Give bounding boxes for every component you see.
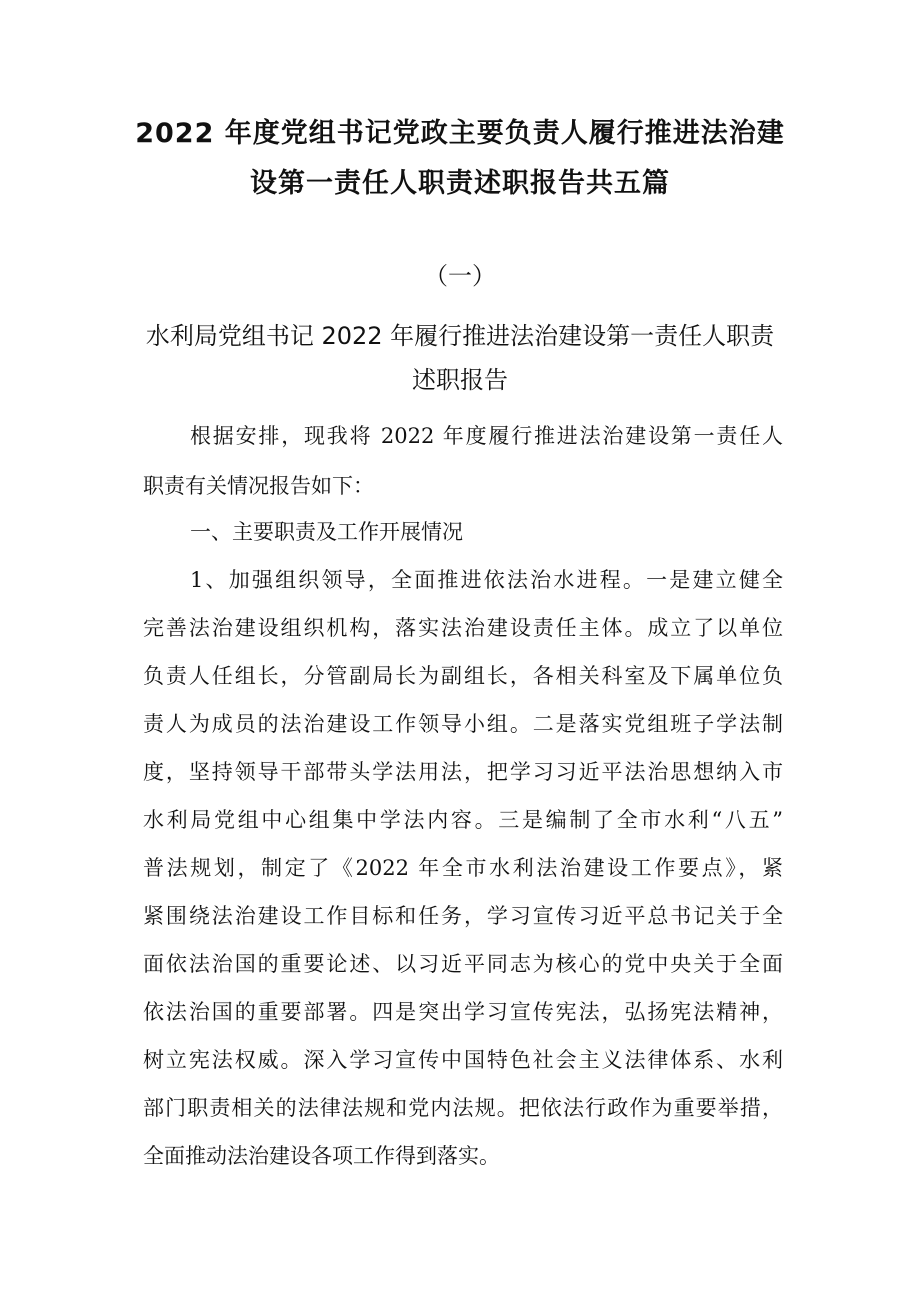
body-line: 负责人任组长，分管副局长为副组长，各相关科室及下属单位负 xyxy=(143,664,783,688)
body-line: 1、加强组织领导，全面推进依法治水进程。一是建立健全 xyxy=(190,568,783,592)
body-line: 树立宪法权威。深入学习宣传中国特色社会主义法律体系、水利 xyxy=(143,1048,783,1072)
section-heading: 一、主要职责及工作开展情况 xyxy=(190,520,463,544)
body-line: 紧围绕法治建设工作目标和任务，学习宣传习近平总书记关于全 xyxy=(143,904,783,928)
section-number: （一） xyxy=(424,262,496,290)
body-line: 责人为成员的法治建设工作领导小组。二是落实党组班子学法制 xyxy=(143,712,783,736)
body-line: 部门职责相关的法律法规和党内法规。把依法行政作为重要举措， xyxy=(143,1096,783,1120)
body-line: 全面推动法治建设各项工作得到落实。 xyxy=(143,1144,500,1168)
body-line: 依法治国的重要部署。四是突出学习宣传宪法，弘扬宪法精神， xyxy=(143,1000,783,1024)
document-title-line-2: 设第一责任人职责述职报告共五篇 xyxy=(250,168,670,199)
body-line: 完善法治建设组织机构，落实法治建设责任主体。成立了以单位 xyxy=(143,616,783,640)
body-line: 面依法治国的重要论述、以习近平同志为核心的党中央关于全面 xyxy=(143,952,783,976)
document-title-line-1: 2022 年度党组书记党政主要负责人履行推进法治建 xyxy=(135,118,785,149)
body-line: 根据安排，现我将 2022 年度履行推进法治建设第一责任人 xyxy=(190,424,783,448)
body-line: 度，坚持领导干部带头学法用法，把学习习近平法治思想纳入市 xyxy=(143,760,783,784)
report-subtitle-line-2: 述职报告 xyxy=(412,366,508,394)
body-line: 普法规划，制定了《2022 年全市水利法治建设工作要点》，紧 xyxy=(143,856,783,880)
body-line: 职责有关情况报告如下： xyxy=(143,474,374,498)
body-line: 水利局党组中心组集中学法内容。三是编制了全市水利“八五” xyxy=(143,808,783,832)
report-subtitle-line-1: 水利局党组书记 2022 年履行推进法治建设第一责任人职责 xyxy=(145,322,775,350)
